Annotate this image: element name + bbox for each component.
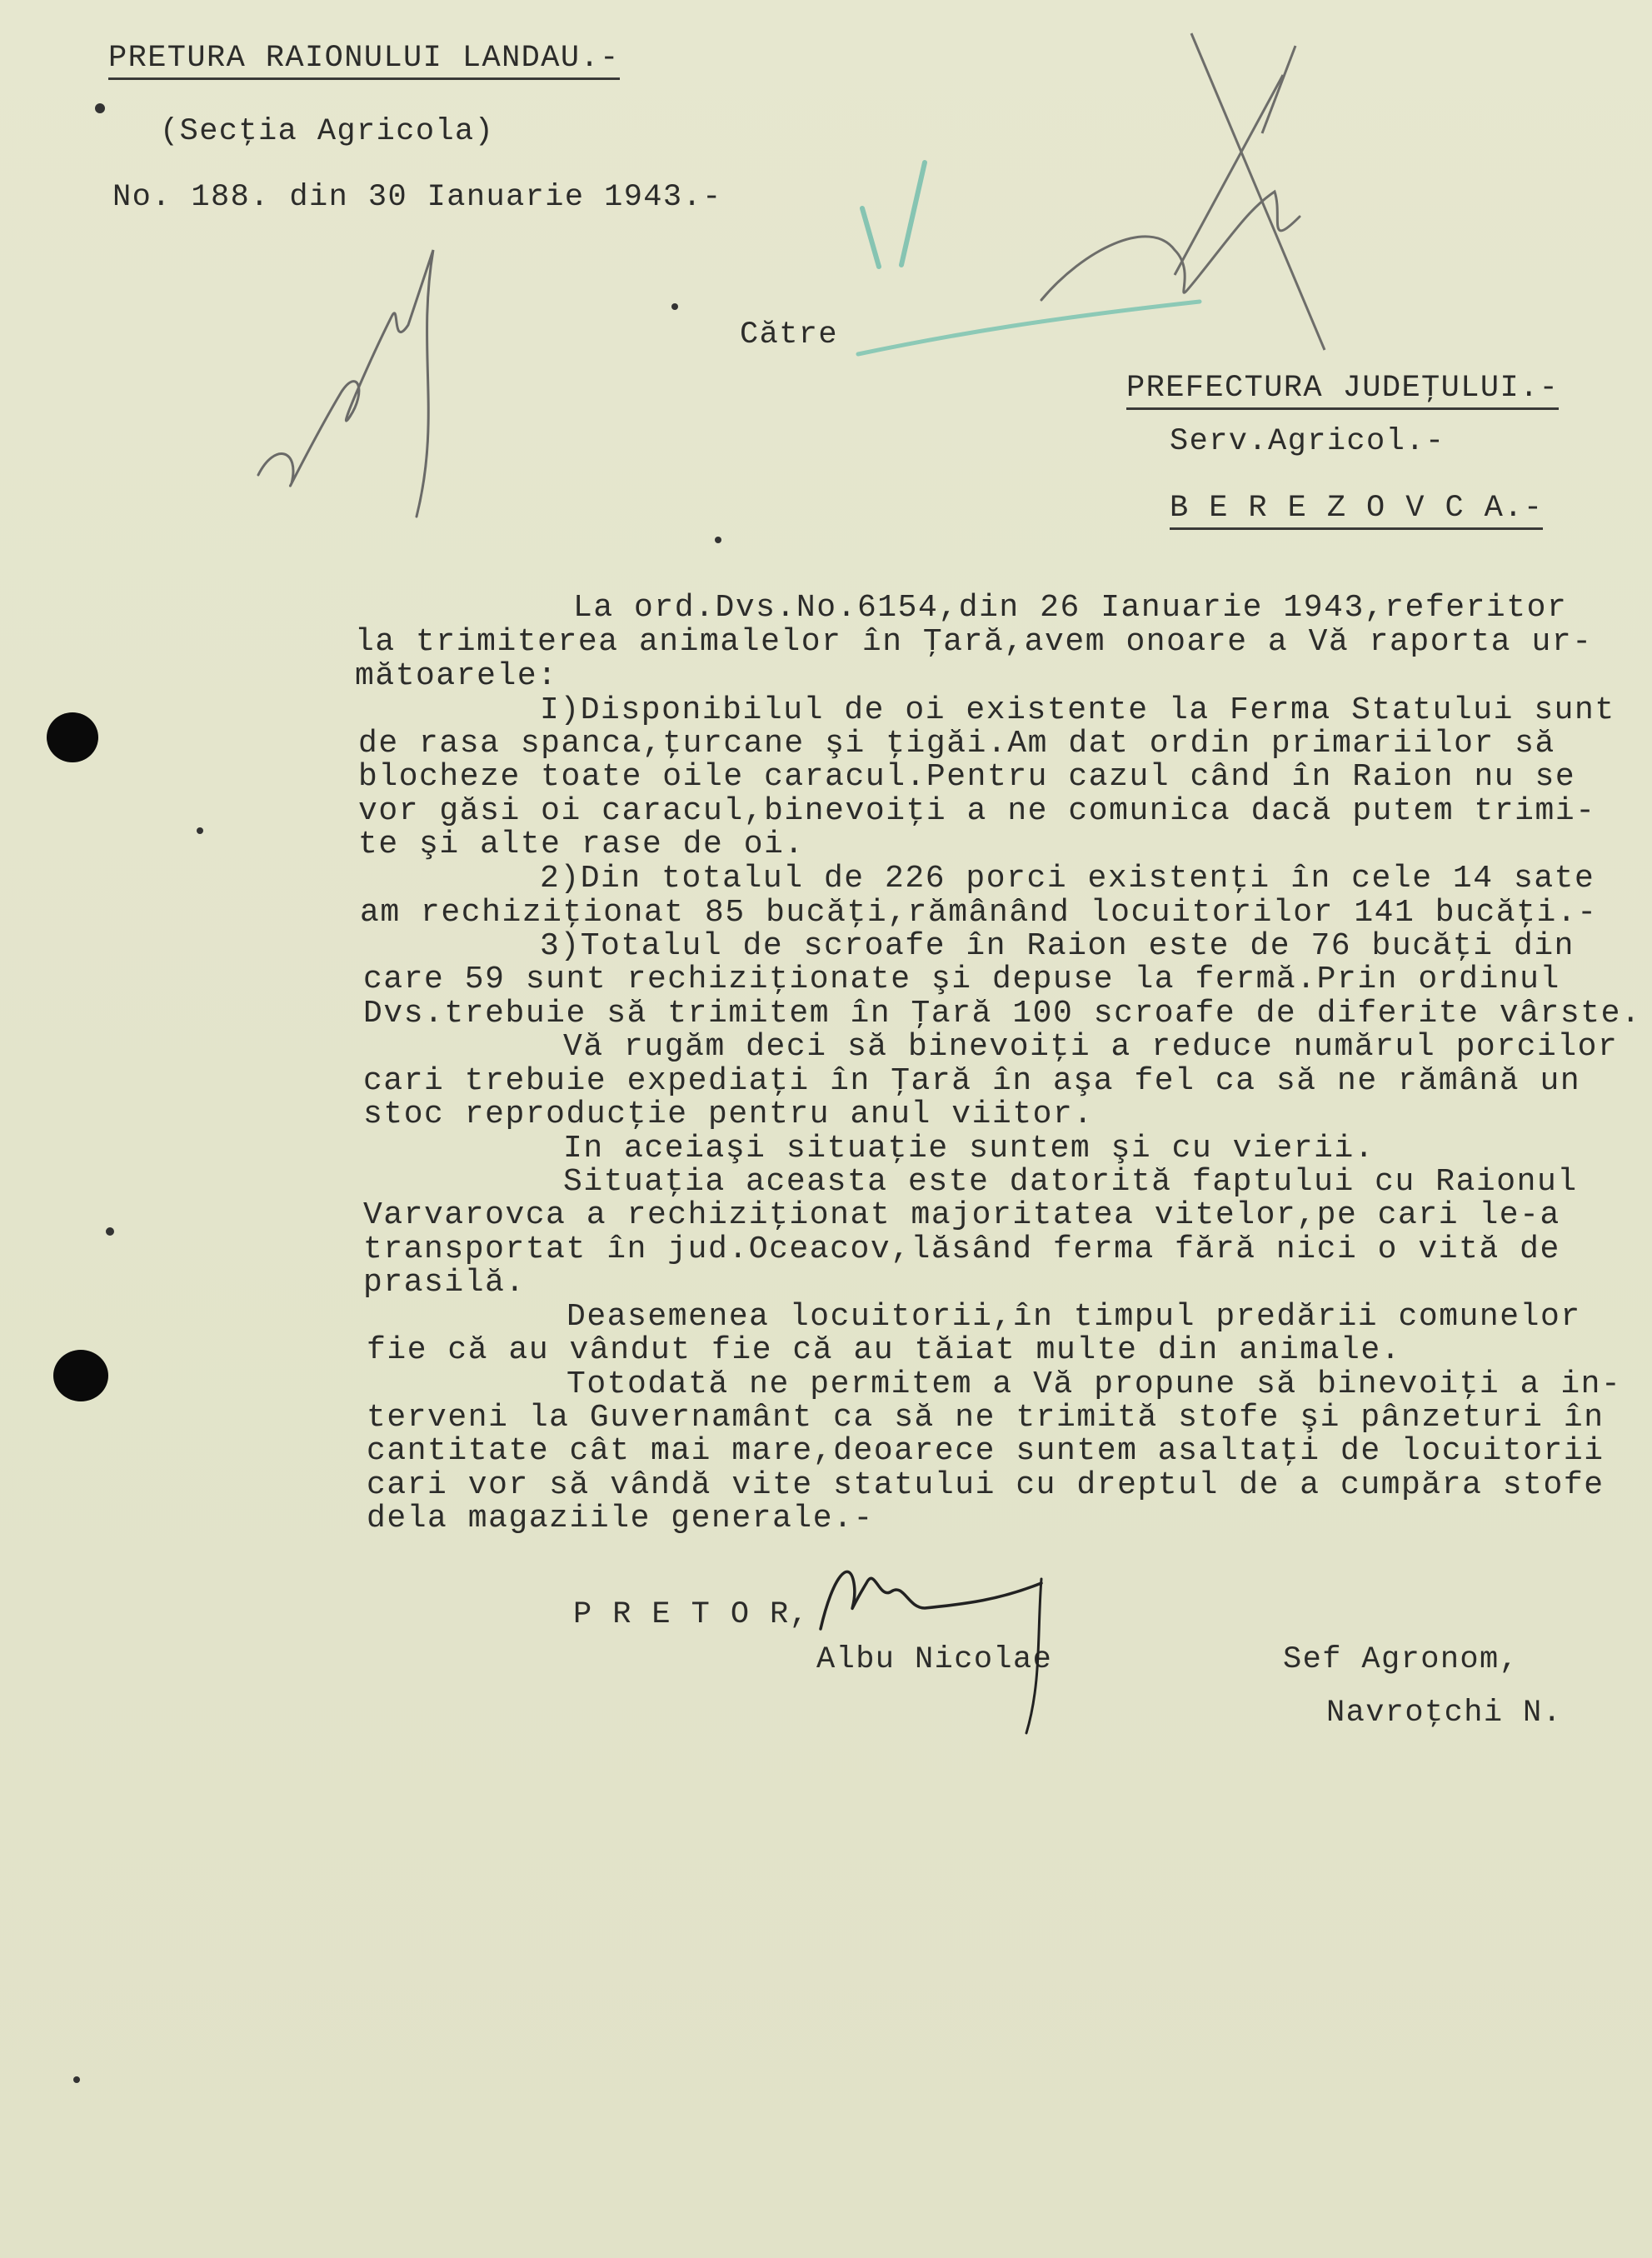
body-line: fie că au vândut fie că au tăiat multe din animale. — [367, 1332, 1402, 1368]
body-line: I)Disponibilul de oi existente la Ferma Statului sunt — [540, 692, 1615, 728]
body-line: cari trebuie expediaţi în Ţară în aşa fel ca să ne rămână un — [363, 1063, 1581, 1099]
agronom-name: Navroţchi N. — [1326, 1696, 1563, 1731]
body-line: Situaţia aceasta este datorită faptului cu Raionul — [563, 1164, 1578, 1200]
body-line: vor găsi oi caracul,binevoiţi a ne comunica dacă putem trimi- — [358, 793, 1596, 829]
pretor-name: Albu Nicolae — [816, 1642, 1053, 1677]
body-line: dela magaziile generale.- — [367, 1501, 874, 1536]
body-line: La ord.Dvs.No.6154,din 26 Ianuarie 1943,referitor — [573, 590, 1568, 626]
recipient-city: B E R E Z O V C A.- — [1170, 492, 1543, 530]
document-number: No. 188. din 30 Ianuarie 1943.- — [112, 180, 722, 215]
body-line: cari vor să vândă vite statului cu dreptul de a cumpăra stofe — [367, 1467, 1605, 1503]
pretor-title: P R E T O R, — [573, 1597, 810, 1632]
body-line: blocheze toate oile caracul.Pentru cazul când în Raion nu se — [358, 759, 1576, 795]
body-line: Vă rugăm deci să binevoiţi a reduce numărul porcilor — [563, 1029, 1619, 1065]
recipient-service: Serv.Agricol.- — [1170, 424, 1445, 459]
agronom-title: Sef Agronom, — [1283, 1642, 1520, 1677]
body-line: Varvarovca a rechiziţionat majoritatea vitelor,pe cari le-a — [363, 1197, 1560, 1233]
body-line: transportat în jud.Oceacov,lăsând ferma fără nici o vită de — [363, 1231, 1560, 1267]
body-line: Dvs.trebuie să trimitem în Ţară 100 scroafe de diferite vârste. — [363, 996, 1642, 1032]
body-line: care 59 sunt rechiziţionate şi depuse la fermă.Prin ordinul — [363, 962, 1560, 997]
body-line: de rasa spanca,ţurcane şi ţigăi.Am dat ordin primariilor să — [358, 726, 1555, 762]
body-line: te şi alte rase de oi. — [358, 827, 805, 862]
body-line: In aceiaşi situaţie suntem şi cu vierii. — [563, 1131, 1375, 1166]
office-heading: PRETURA RAIONULUI LANDAU.- — [108, 42, 620, 80]
body-line: 3)Totalul de scroafe în Raion este de 76 bucăţi din — [540, 928, 1575, 964]
body-line: mătoarele: — [355, 658, 558, 694]
body-line: terveni la Guvernamânt ca să ne trimită stofe şi pânzeturi în — [367, 1400, 1605, 1436]
recipient-name: PREFECTURA JUDEŢULUI.- — [1126, 372, 1559, 410]
body-line: 2)Din totalul de 226 porci existenţi în cele 14 sate — [540, 861, 1595, 897]
body-line: cantitate cât mai mare,deoarece suntem asaltaţi de locuitorii — [367, 1433, 1605, 1469]
body-line: Totodată ne permitem a Vă propune să binevoiţi a in- — [566, 1366, 1622, 1402]
to-label: Către — [740, 317, 839, 352]
body-line: am rechiziţionat 85 bucăţi,rămânând locuitorilor 141 bucăţi.- — [360, 895, 1598, 931]
body-line: Deasemenea locuitorii,în timpul predării comunelor — [566, 1299, 1581, 1335]
body-line: stoc reproducţie pentru anul viitor. — [363, 1097, 1094, 1132]
section-label: (Secţia Agricola) — [160, 114, 495, 149]
body-line: prasilă. — [363, 1265, 526, 1301]
body-line: la trimiterea animalelor în Ţară,avem onoare a Vă raporta ur- — [355, 624, 1593, 660]
